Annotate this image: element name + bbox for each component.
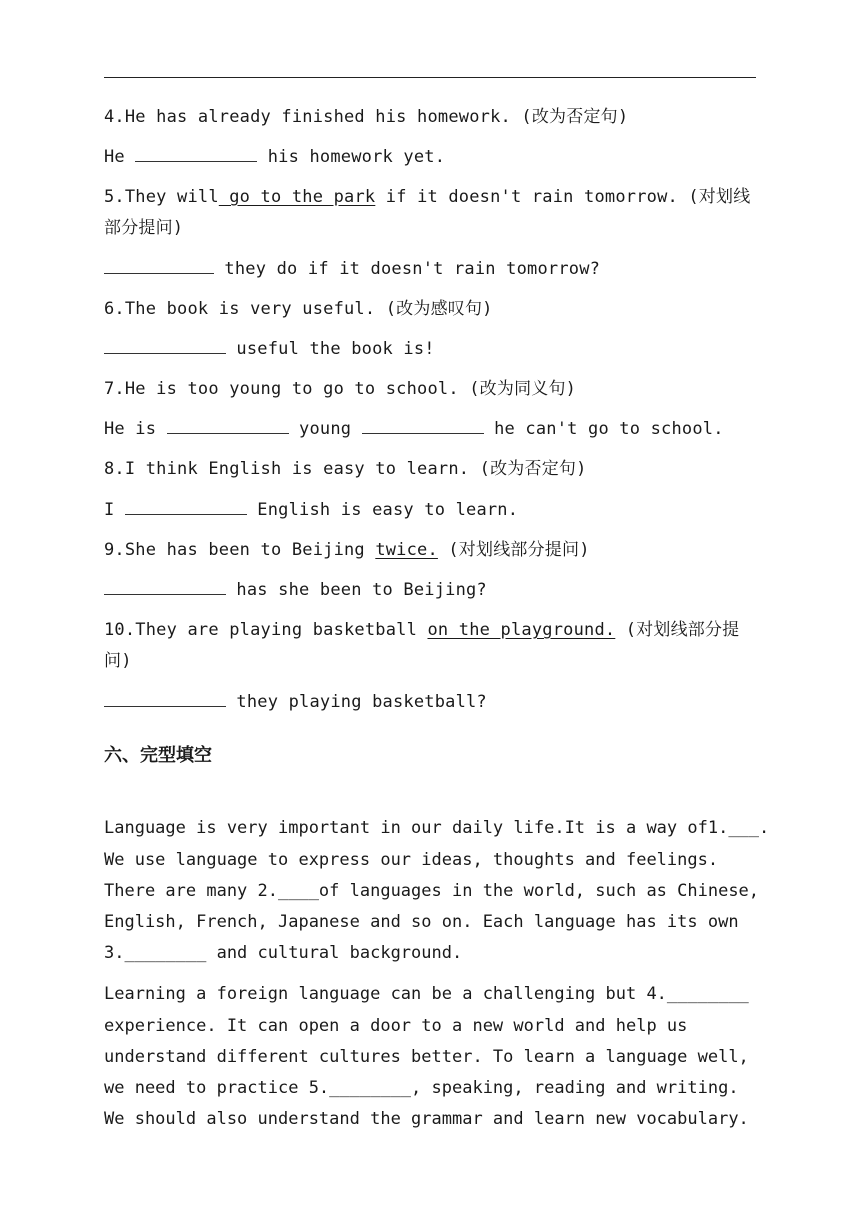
passage-line: experience. It can open a door to a new world and help us [104, 1015, 688, 1036]
answer-blank-1[interactable] [167, 417, 289, 434]
question-5-hint-cont [104, 214, 183, 242]
question-hint: (改为感叹句) [385, 299, 493, 319]
passage-line: We should also understand the grammar and learn new vocabulary. [104, 1109, 749, 1130]
answer-9 [104, 576, 487, 604]
answer-blank[interactable] [104, 337, 226, 354]
question-hint: (对划线部分提问) [448, 540, 590, 560]
underlined-part: twice. [375, 540, 438, 560]
question-10 [104, 616, 739, 644]
question-5 [104, 183, 750, 211]
question-text: 6.The book is very useful. [104, 299, 376, 319]
answer-blank[interactable] [104, 257, 214, 274]
question-hint-cont: 问) [104, 651, 132, 671]
question-text: 8.I think English is easy to learn. [104, 459, 470, 479]
answer-prefix: He [104, 147, 136, 167]
underlined-part: go to the park [218, 187, 376, 207]
passage-line: Language is very important in our daily life.It is a way of1.___. [104, 818, 770, 839]
question-text: 10.They are playing basketball [104, 620, 428, 640]
question-hint-cont: 部分提问) [104, 218, 184, 238]
underlined-part: on the playground. [427, 620, 616, 640]
question-hint: (改为否定句) [521, 107, 629, 127]
question-hint: (对划线 [688, 187, 751, 207]
passage-line: we need to practice 5.________, speaking, reading and writing. [104, 1078, 739, 1099]
answer-10 [104, 688, 487, 716]
question-10-hint-cont [104, 647, 132, 675]
answer-8 [104, 496, 518, 524]
answer-prefix: I [104, 500, 125, 520]
passage-line: There are many 2.____of languages in the world, such as Chinese, [104, 880, 760, 901]
answer-4 [104, 143, 445, 171]
question-8 [104, 455, 587, 483]
passage-line: Learning a foreign language can be a challenging but 4.________ [104, 984, 749, 1005]
question-text: 5.They will [104, 187, 219, 207]
answer-suffix: has she been to Beijing? [226, 580, 487, 600]
question-7 [104, 375, 576, 403]
answer-prefix: He is [104, 419, 167, 439]
answer-7 [104, 415, 724, 443]
question-text-cont: if it doesn't rain tomorrow. [375, 187, 689, 207]
answer-blank[interactable] [104, 690, 226, 707]
answer-suffix: they playing basketball? [226, 692, 487, 712]
question-4 [104, 103, 628, 131]
answer-blank[interactable] [135, 145, 257, 162]
answer-suffix: useful the book is! [226, 339, 435, 359]
answer-suffix: they do if it doesn't rain tomorrow? [214, 259, 601, 279]
passage-line: English, French, Japanese and so on. Each language has its own [104, 912, 739, 933]
answer-suffix: English is easy to learn. [246, 500, 519, 520]
answer-blank-2[interactable] [362, 417, 484, 434]
question-hint: (改为否定句) [479, 459, 587, 479]
answer-suffix: he can't go to school. [483, 419, 724, 439]
question-text: 7.He is too young to go to school. [104, 379, 459, 399]
header-rule [104, 77, 756, 78]
passage-line: We use language to express our ideas, thoughts and feelings. [104, 849, 719, 870]
question-9 [104, 536, 590, 564]
passage-paragraph-2 [104, 948, 764, 1167]
question-text: 9.She has been to Beijing [104, 540, 376, 560]
question-hint: (改为同义句) [469, 379, 577, 399]
passage-line: understand different cultures better. To learn a language well, [104, 1046, 749, 1067]
question-6 [104, 295, 493, 323]
question-text: 4.He has already finished his homework. [104, 107, 511, 127]
section-title: 六、完型填空 [104, 745, 212, 766]
answer-middle: young [288, 419, 362, 439]
answer-suffix: his homework yet. [257, 147, 446, 167]
question-hint: (对划线部分提 [625, 620, 740, 640]
answer-blank[interactable] [125, 498, 247, 515]
passage-line: 3.________ and cultural background. [104, 943, 463, 964]
answer-5 [104, 255, 600, 283]
answer-6 [104, 335, 435, 363]
answer-blank[interactable] [104, 578, 226, 595]
